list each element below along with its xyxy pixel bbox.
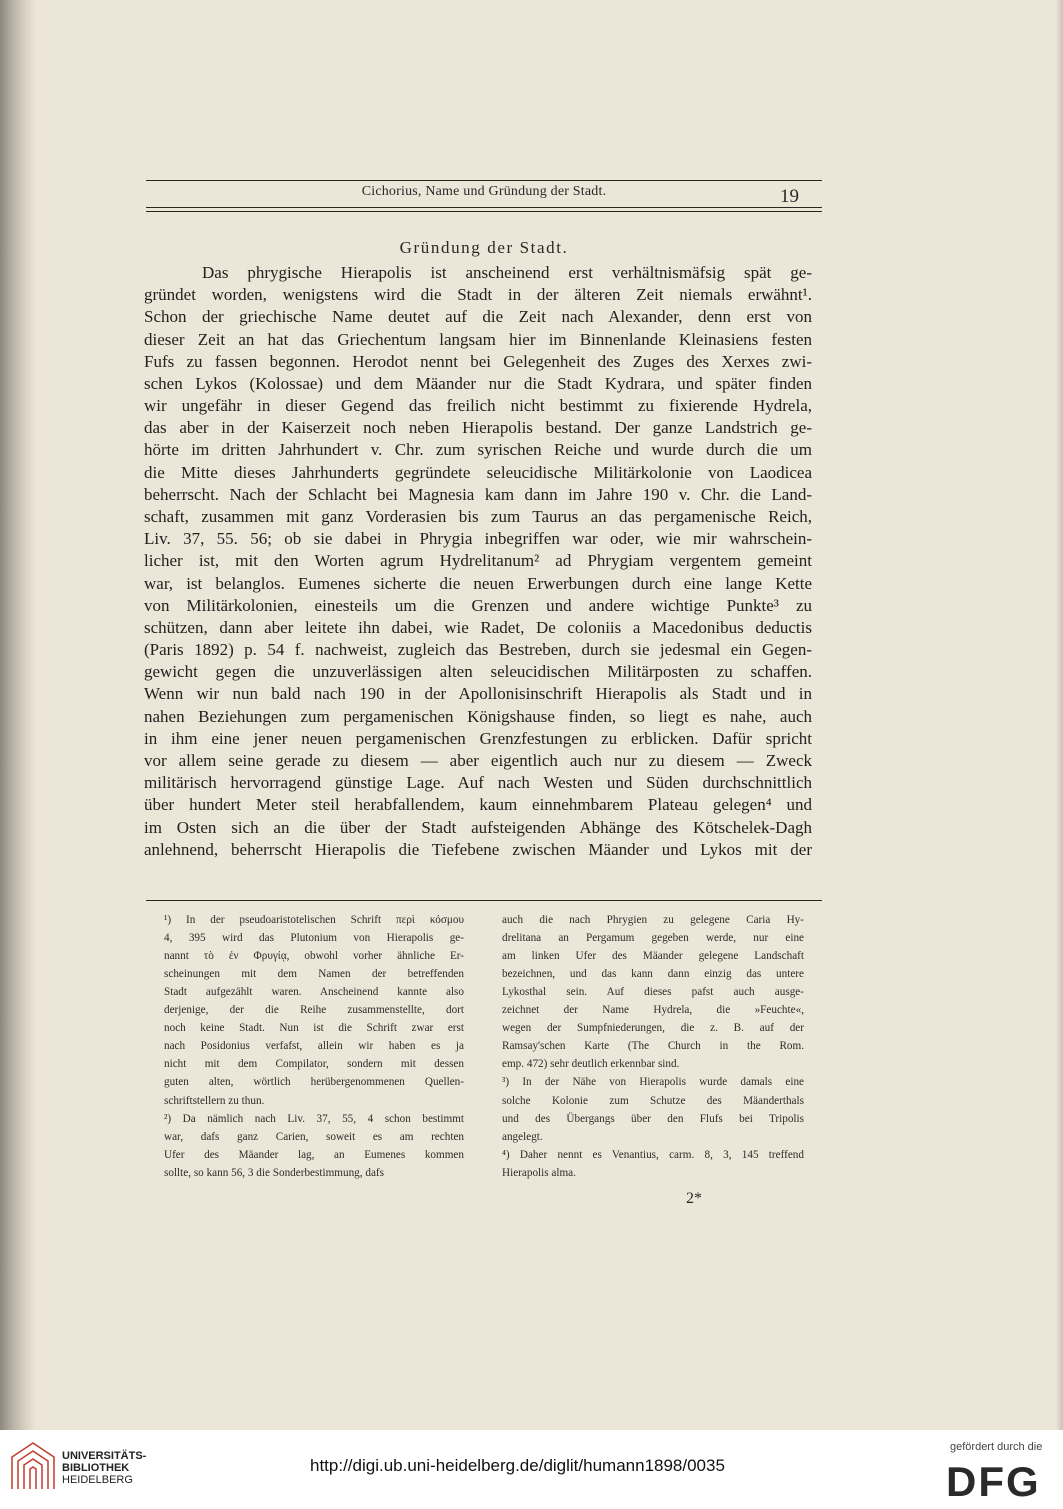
body-line: von Militärkolonien, einesteils um die Grenzen und andere wichtige Punkte³ zu — [144, 595, 812, 615]
body-line: in ihm eine jener neuen pergamenischen Grenzfestungen zu erblicken. Dafür spricht — [144, 728, 812, 748]
footnote-line: nach Posidonius verfafst, allein wir haben es ja — [164, 1040, 464, 1053]
body-line: anlehnend, beherrscht Hierapolis die Tiefebene zwischen Mäander und Lykos mit der — [144, 839, 812, 859]
header-rule-bottom — [146, 207, 822, 208]
footnote-line: guten alten, wörtlich herübergenommenen Quellen- — [164, 1076, 464, 1089]
library-name-line3: HEIDELBERG — [62, 1474, 133, 1486]
body-line: schen Lykos (Kolossae) und dem Mäander nur die Stadt Kydrara, und später finden — [144, 373, 812, 393]
footnote-line: bezeichnen, und das kann dann einzig das untere — [502, 968, 804, 981]
footnote-line: nannt τὸ ἐν Φρυγίᾳ, obwohl vorher ähnliche Er- — [164, 950, 464, 963]
university-library-logo-icon — [10, 1441, 56, 1493]
body-line: vor allem seine gerade zu diesem — aber eigentlich auch nur zu diesem — Zweck — [144, 750, 812, 770]
header-rule-bottom-thin — [146, 211, 822, 212]
footnote-line: derjenige, der die Reihe zusammenstellte, dort — [164, 1004, 464, 1017]
binding-shadow — [0, 0, 36, 1430]
signature-mark: 2* — [686, 1190, 702, 1207]
footnote-line: angelegt. — [502, 1130, 543, 1143]
footnote-separator — [146, 900, 822, 901]
library-name-line2: BIBLIOTHEK — [62, 1462, 130, 1474]
body-line: hörte im dritten Jahrhundert v. Chr. zum syrischen Reiche und wurde durch die um — [144, 440, 812, 460]
body-line: wir ungefähr in dieser Gegend das freilich nicht bestimmt zu fixierende Hydrela, — [144, 396, 812, 416]
permalink-url[interactable]: http://digi.ub.uni-heidelberg.de/diglit/humann1898/0035 — [310, 1456, 725, 1475]
funded-by-label: gefördert durch die — [950, 1441, 1043, 1453]
section-heading: Gründung der Stadt. — [399, 238, 569, 257]
body-line: nahen Beziehungen zum pergamenischen Königshause finden, so liegt es nahe, auch — [144, 706, 812, 726]
dfg-logo-text: DFG — [946, 1460, 1041, 1500]
body-line: licher ist, mit den Worten agrum Hydrelitanum² ad Phrygiam vergentem gemeint — [144, 551, 812, 571]
body-line: Das phrygische Hierapolis ist anscheinend erst verhältnismäfsig spät ge- — [202, 263, 812, 282]
body-line: schaft, zusammen mit ganz Vorderasien bis zum Taurus an das pergamenische Reich, — [144, 506, 812, 526]
page-number: 19 — [780, 186, 799, 207]
body-line: die Mitte dieses Jahrhunderts gegründete seleucidische Militärkolonie von Laodicea — [144, 462, 812, 482]
footnote-line: sollte, so kann 56, 3 die Sonderbestimmung, dafs — [164, 1166, 384, 1179]
body-line: gewicht gegen die unzuverlässigen alten seleucidischen Militärposten zu schaffen. — [144, 662, 812, 682]
body-line: über hundert Meter steil herabfallendem, kaum einnehmbarem Plateau gelegen⁴ und — [144, 795, 812, 815]
body-line: (Paris 1892) p. 54 f. nachweist, zugleich das Bestreben, durch sie jedesmal ein Gegen- — [144, 640, 812, 660]
page-edge — [1056, 0, 1063, 1430]
footnote-line: zeichnet der Name Hydrela, die »Feuchte«, — [502, 1004, 804, 1017]
footnote-line: Ufer des Mäander lag, an Eumenes kommen — [164, 1148, 464, 1161]
footnote-line: ⁴) Daher nennt es Venantius, carm. 8, 3, 145 treffend — [502, 1148, 804, 1161]
header-rule-top — [146, 180, 822, 181]
footnote-line: Lykosthal sein. Auf dieses pafst auch ausge- — [502, 986, 804, 999]
footnote-line: war, dafs ganz Carien, soweit es am rechten — [164, 1130, 464, 1143]
footnote-line: und des Übergangs über den Flufs bei Tripolis — [502, 1112, 804, 1125]
footnote-line: scheinungen mit dem Namen der betreffenden — [164, 968, 464, 981]
footnote-line: am linken Ufer des Mäander gelegene Landschaft — [502, 950, 804, 963]
body-line: Fufs zu fassen begonnen. Herodot nennt bei Gelegenheit des Zuges des Xerxes zwi- — [144, 351, 812, 371]
university-library-name — [62, 1450, 146, 1486]
body-line: Liv. 37, 55. 56; ob sie dabei in Phrygia inbegriffen war oder, wie mir wahrschein- — [144, 529, 812, 549]
dfg-logo-icon — [944, 1460, 1048, 1500]
footnote-line: ¹) In der pseudoaristotelischen Schrift περὶ κόσμου — [164, 914, 464, 926]
body-line: im Osten sich an die über der Stadt aufsteigenden Abhänge des Kötschelek-Dagh — [144, 817, 812, 837]
body-line: beherrscht. Nach der Schlacht bei Magnesia kam dann im Jahre 190 v. Chr. die Land- — [144, 484, 812, 504]
body-line: dieser Zeit an hat das Griechentum langsam hier im Binnenlande Kleinasiens festen — [144, 329, 812, 349]
body-line: war, ist belanglos. Eumenes sicherte die neuen Erwerbungen durch eine lange Kette — [144, 573, 812, 593]
footnote-line: Ramsay'schen Karte (The Church in the Rom. — [502, 1040, 804, 1053]
footnote-line: schriftstellern zu thun. — [164, 1094, 265, 1107]
body-line: gründet worden, wenigstens wird die Stadt in der älteren Zeit niemals erwähnt¹. — [144, 285, 812, 305]
body-line: Wenn wir nun bald nach 190 in der Apollonisinschrift Hierapolis als Stadt und in — [144, 684, 812, 704]
footnote-line: solche Kolonie zum Schutze des Mäanderthals — [502, 1094, 804, 1107]
body-line: schützen, dann aber leitete ihn dabei, wie Radet, De coloniis a Macedonibus deductis — [144, 617, 812, 637]
footnote-line: emp. 472) sehr deutlich erkennbar sind. — [502, 1058, 680, 1071]
footnote-line: Stadt aufgezählt waren. Anscheinend kannte also — [164, 986, 464, 999]
running-header-title: Cichorius, Name und Gründung der Stadt. — [361, 184, 607, 199]
footnote-line: ³) In der Nähe von Hierapolis wurde damals eine — [502, 1076, 804, 1089]
footnote-line: ²) Da nämlich nach Liv. 37, 55, 4 schon bestimmt — [164, 1112, 464, 1125]
footnote-line: wegen der Sumpfniederungen, die z. B. auf der — [502, 1022, 804, 1035]
footnote-line: Hierapolis alma. — [502, 1166, 576, 1179]
footnote-line: drelitana an Pergamum gegeben werde, nur eine — [502, 932, 804, 945]
library-name-line1: UNIVERSITÄTS- — [62, 1450, 147, 1462]
body-line: militärisch hervorragend günstige Lage. Auf nach Westen und Süden durchschnittlich — [144, 773, 812, 793]
footnote-line: auch die nach Phrygien zu gelegene Caria Hy- — [502, 914, 804, 926]
footnote-line: noch keine Stadt. Nun ist die Schrift zwar erst — [164, 1022, 464, 1035]
footnote-line: nicht mit dem Compilator, sondern mit dessen — [164, 1058, 464, 1071]
footnote-line: 4, 395 wird das Plutonium von Hierapolis ge- — [164, 932, 464, 945]
body-line: das aber in der Kaiserzeit noch neben Hierapolis bestand. Der ganze Landstrich ge- — [144, 418, 812, 438]
body-line: Schon der griechische Name deutet auf die Zeit nach Alexander, denn erst von — [144, 307, 812, 327]
